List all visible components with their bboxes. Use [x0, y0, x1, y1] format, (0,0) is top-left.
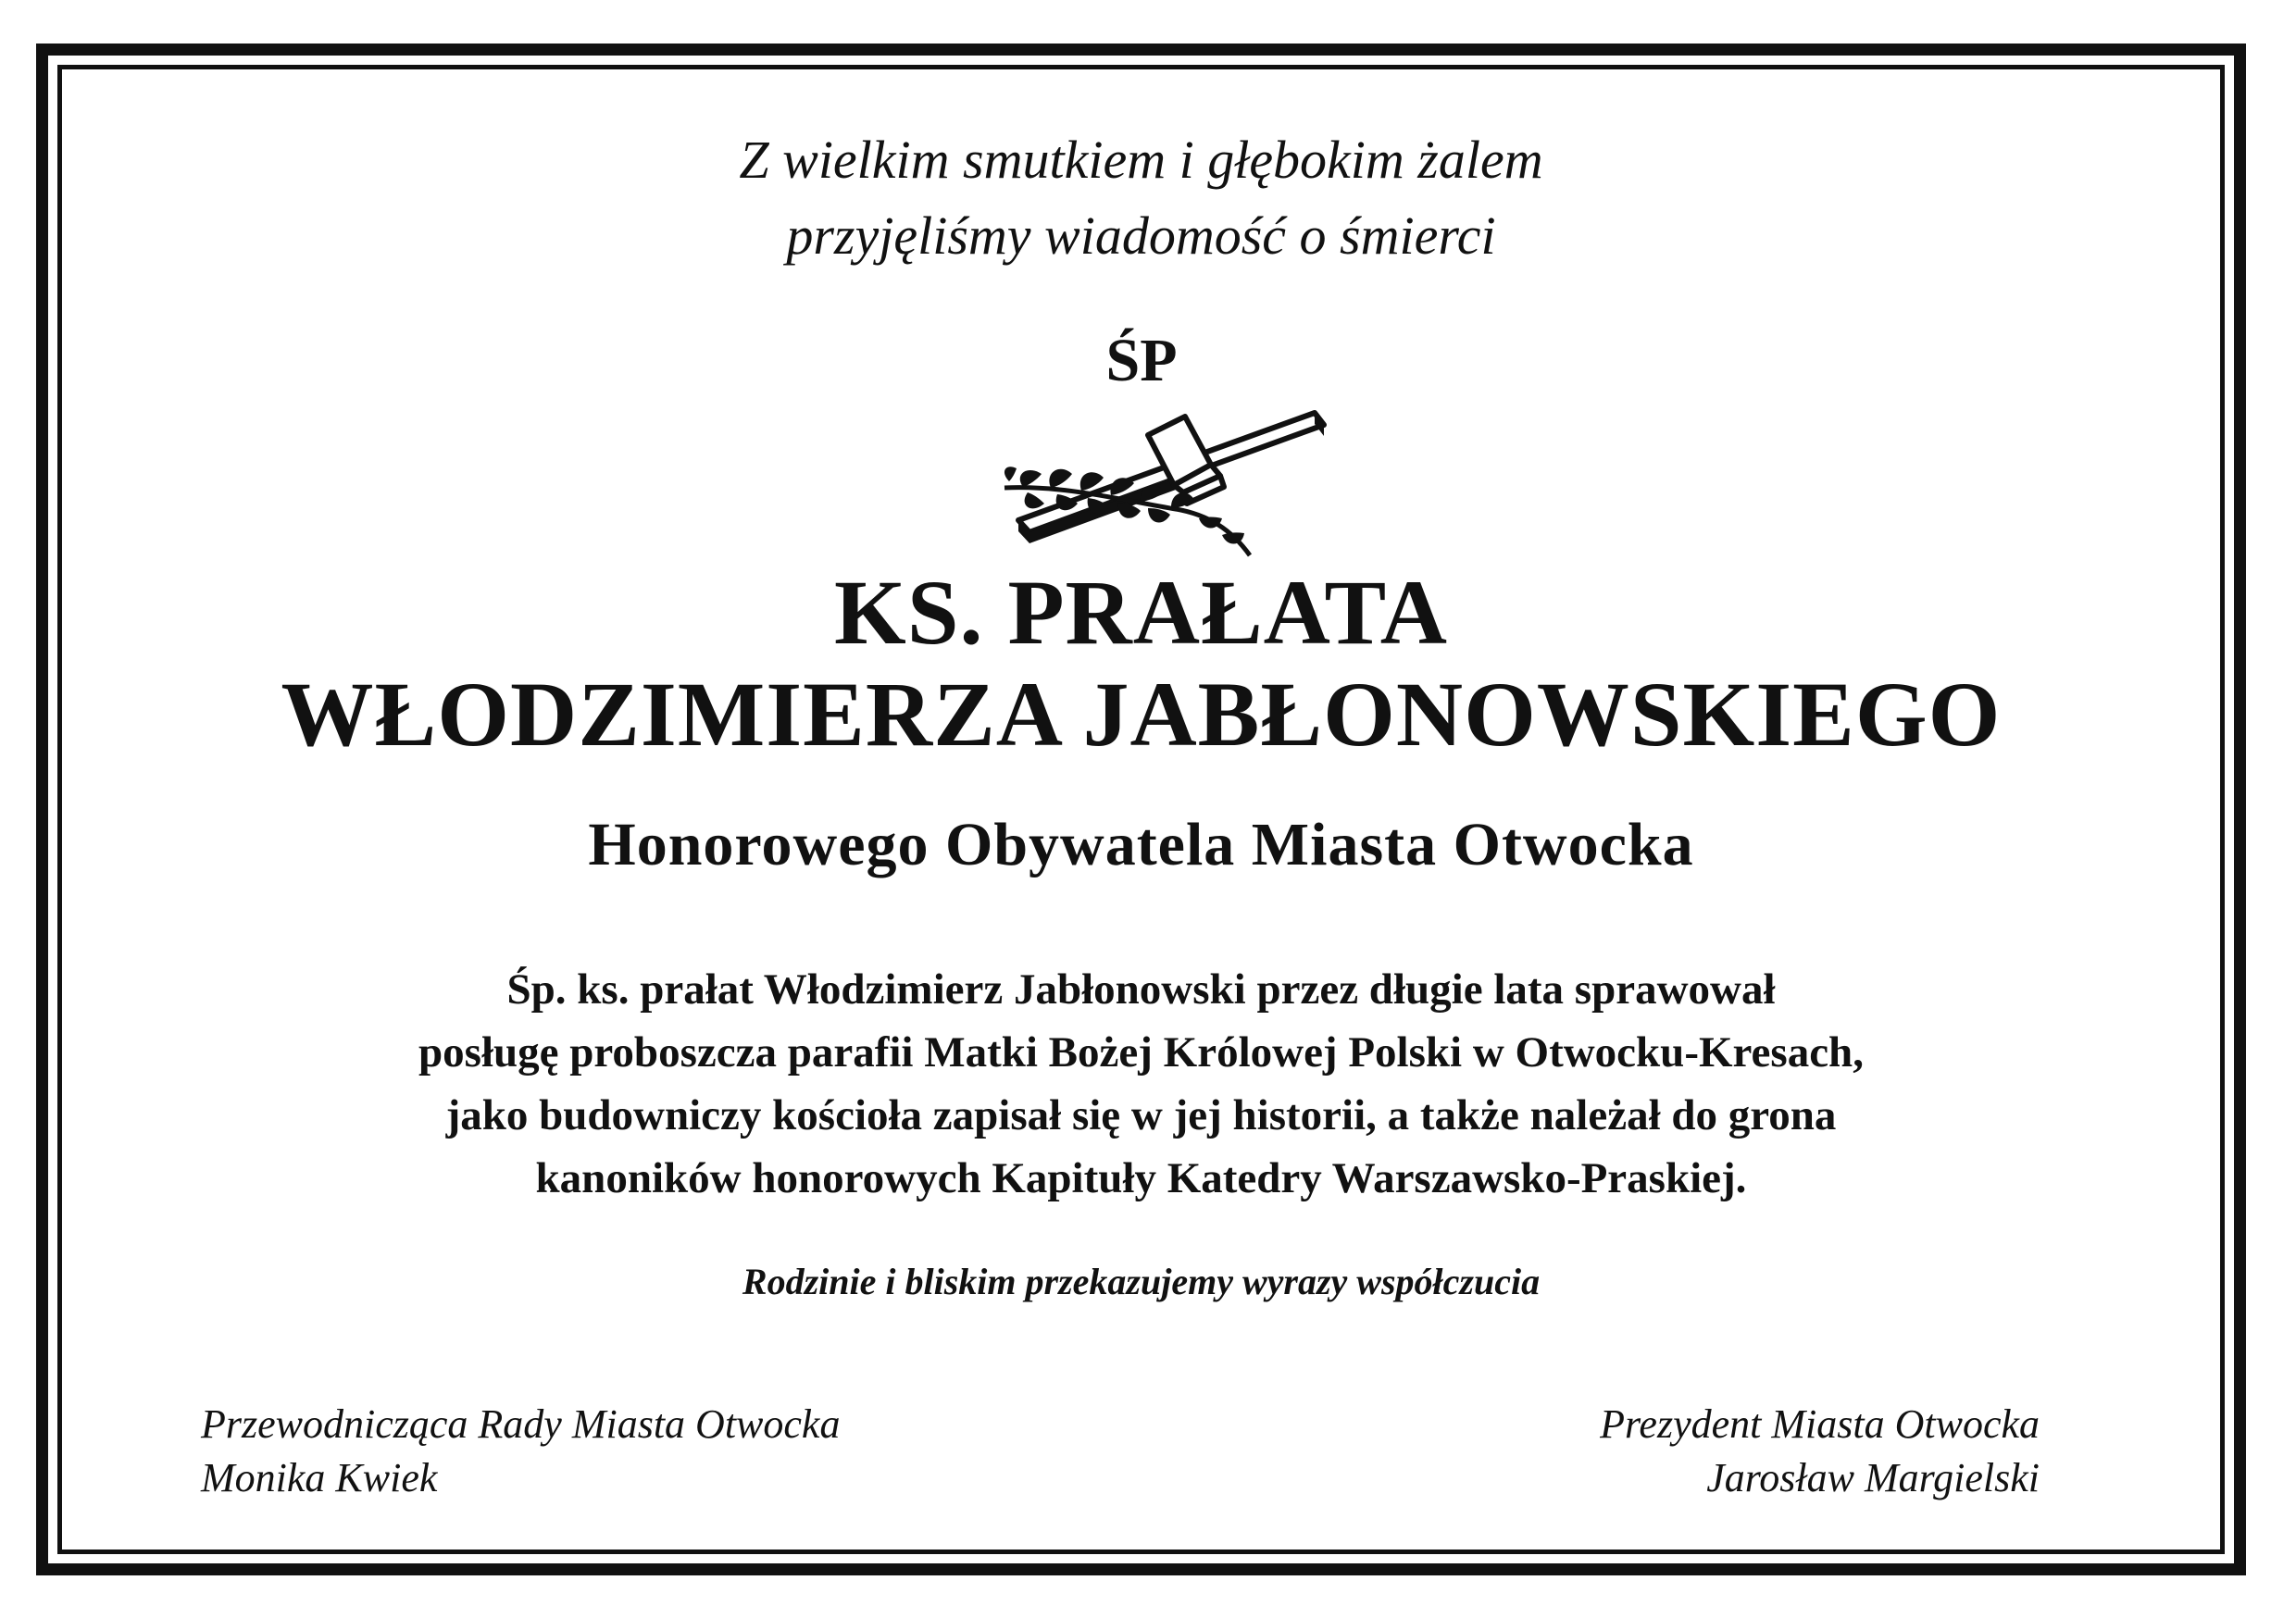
- tribute-line-2: posługę proboszcza parafii Matki Bożej Królowej Polski w Otwocku-Kresach,: [418, 1028, 1864, 1077]
- signature-left-role: Przewodnicząca Rady Miasta Otwocka: [201, 1401, 841, 1447]
- signature-council-chair: [201, 1398, 840, 1505]
- obituary-notice: [57, 65, 2225, 1554]
- signature-right-role: Prezydent Miasta Otwocka: [1600, 1401, 2040, 1447]
- cross-with-palm-branch-icon: [1000, 400, 1338, 585]
- tribute-line-4: kanoników honorowych Kapituły Katedry Warszawsko-Praskiej.: [535, 1154, 1747, 1202]
- tribute-line-1: Śp. ks. prałat Włodzimierz Jabłonowski przez długie lata sprawował: [506, 965, 1776, 1014]
- tribute-paragraph: [57, 958, 2225, 1210]
- intro-line-2: przyjęliśmy wiadomość o śmierci: [786, 205, 1496, 266]
- intro-text: [57, 122, 2225, 274]
- signature-mayor: [1600, 1398, 2040, 1505]
- condolence-line: Rodzinie i bliskim przekazujemy wyrazy współczucia: [742, 1261, 1541, 1302]
- signature-right-name: Jarosław Margielski: [1706, 1455, 2040, 1500]
- sp-mark: ŚP: [1105, 327, 1178, 394]
- signature-left-name: Monika Kwiek: [201, 1455, 438, 1500]
- deceased-name: [57, 562, 2225, 765]
- honorary-citizen-title: Honorowego Obywatela Miasta Otwocka: [588, 811, 1694, 878]
- tribute-line-3: jako budowniczy kościoła zapisał się w jej historii, a także należał do grona: [445, 1091, 1837, 1139]
- deceased-title-line: KS. PRAŁATA: [834, 561, 1448, 664]
- intro-line-1: Z wielkim smutkiem i głębokim żalem: [739, 130, 1543, 190]
- deceased-name-line: WŁODZIMIERZA JABŁONOWSKIEGO: [281, 663, 2002, 765]
